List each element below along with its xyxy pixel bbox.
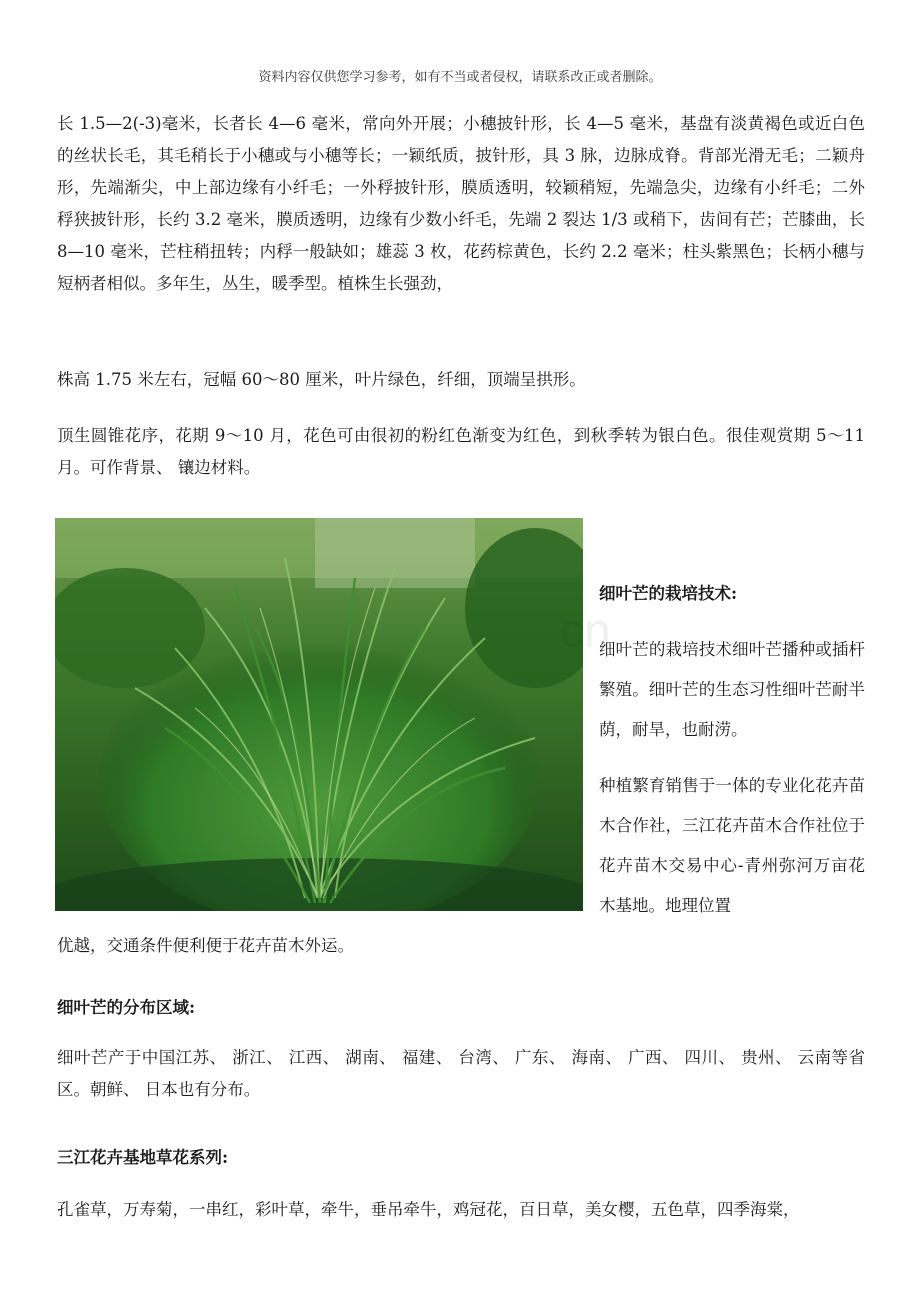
series-heading: 三江花卉基地草花系列: [57, 1148, 229, 1167]
intro-paragraph-1: 长 1.5—2(-3)毫米，长者长 4—6 毫米，常向外开展；小穗披针形，长 4—5 毫米，基盘有淡黄褐色或近白色的丝状长毛，其毛稍长于小穗或与小穗等长；一颖纸质，披针形，具 3 脉，边脉成脊。背部光滑无毛；二颖舟形，先端渐尖，中上部边缘有小纤毛；一外稃披针形，膜质透明，较颖稍短，先端急尖，边缘有小纤毛；二外稃狭披针形，长约 3.2 毫米，膜质透明，边缘有少数小纤毛，先端 2 裂达 1/3 或稍下，齿间有芒；芒膝曲，长 8—10 毫米，芒柱稍扭转；内稃一般缺如；雄蕊 3 枚，花药棕黄色，长约 2.2 毫米；柱头紫黑色；长柄小穗与短柄者相似。多年生，丛生，暖季型。植株生长强劲， [57, 114, 865, 293]
miscanthus-grass-photo [55, 518, 583, 911]
series-text: 孔雀草，万寿菊，一串红，彩叶草，牵牛，垂吊牵牛，鸡冠花，百日草，美女樱，五色草，四季海棠， [57, 1200, 800, 1219]
intro-paragraph-3: 顶生圆锥花序，花期 9～10 月，花色可由很初的粉红色渐变为红色，到秋季转为银白色。很佳观赏期 5～11 月。可作背景、 镶边材料。 [57, 426, 865, 477]
header-disclaimer: 资料内容仅供您学习参考，如有不当或者侵权，请联系改正或者删除。 [258, 70, 662, 85]
cultivation-text-2-tail: 优越，交通条件便利便于花卉苗木外运。 [57, 936, 354, 955]
intro-paragraph-2: 株高 1.75 米左右，冠幅 60～80 厘米，叶片绿色，纤细，顶端呈拱形。 [57, 370, 586, 389]
cultivation-heading: 细叶芒的栽培技术: [599, 584, 738, 603]
distribution-text: 细叶芒产于中国江苏、 浙江、 江西、 湖南、 福建、 台湾、 广东、 海南、 广西、 四川、 贵州、 云南等省区。朝鲜、 日本也有分布。 [57, 1048, 865, 1099]
distribution-heading: 细叶芒的分布区域: [57, 998, 196, 1017]
watermark: cn [560, 605, 611, 658]
cultivation-text-1: 细叶芒的栽培技术细叶芒播种或插杆繁殖。细叶芒的生态习性细叶芒耐半荫，耐旱，也耐涝。 [599, 640, 865, 739]
cultivation-text-2: 种植繁育销售于一体的专业化花卉苗木合作社，三江花卉苗木合作社位于花卉苗木交易中心-青州弥河万亩花木基地。地理位置 [599, 776, 865, 915]
